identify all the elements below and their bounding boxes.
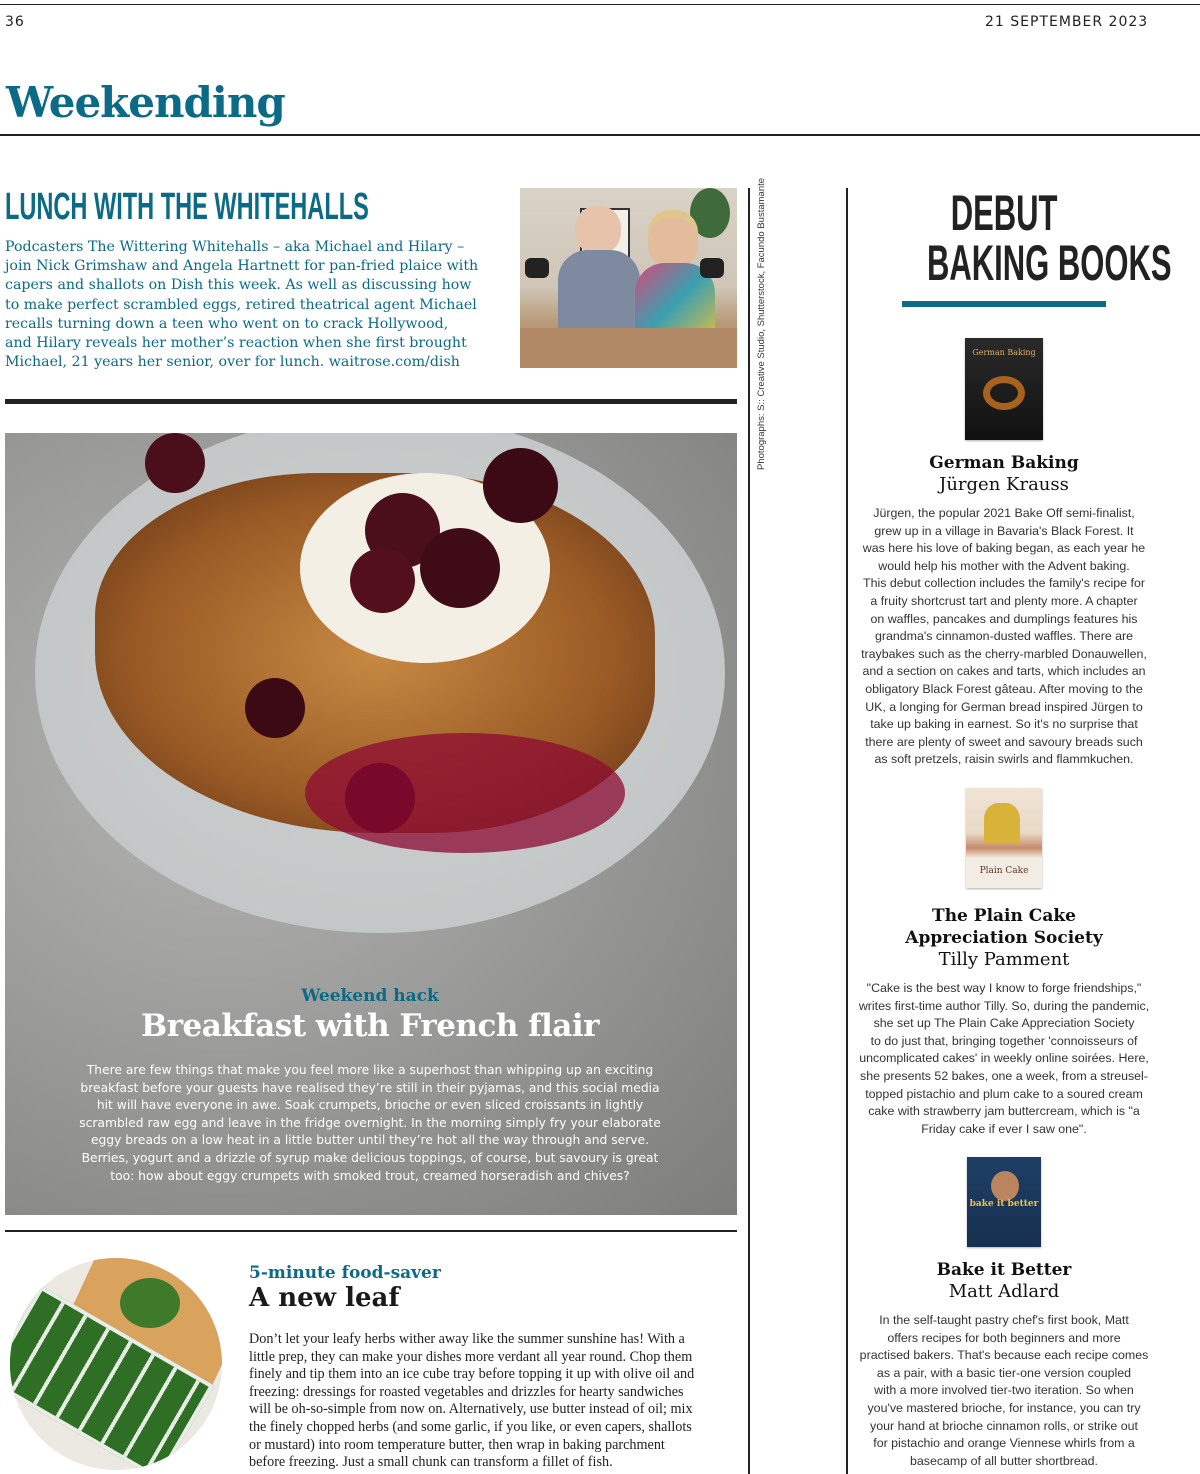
cover-title: bake it better [969, 1199, 1039, 1209]
book-review [852, 980, 1156, 1138]
leaf-headline: A new leaf [249, 1283, 400, 1313]
text-line: topped pistachio and plum cake to a soured cream [865, 1086, 1143, 1101]
book-cover-german-baking [965, 338, 1043, 440]
top-rule [0, 4, 1200, 5]
text-line: freezing: dressings for roasted vegetables and drizzles for hearty sandwiches [249, 1383, 684, 1400]
text-line: scrambled raw egg and leave in the fridge overnight. In the morning simply fry your elaborate [79, 1115, 661, 1130]
text-line: was here his love of baking began, as each year he [862, 541, 1146, 556]
leaf-kicker: 5-minute food-saver [249, 1263, 441, 1283]
text-line: take up baking in earnest. So it's no surprise that [870, 717, 1138, 732]
text-line: will be oh-so-simple from now on. Alternatively, use butter instead of oil; mix [249, 1401, 693, 1418]
text-line: "Cake is the best way I know to forge friendships," [866, 981, 1142, 995]
text-line: Michael, 21 years her senior, over for lunch. waitrose.com/dish [5, 354, 460, 371]
text-line: capers and shallots on Dish this week. As well as discussing how [5, 277, 472, 294]
book-cover-bake-it-better [967, 1157, 1041, 1247]
book-author: Matt Adlard [948, 1281, 1060, 1302]
page-number: 36 [5, 14, 25, 30]
text-line: the finely chopped herbs (and some garlic, if you like, or even capers, shallots [249, 1418, 692, 1435]
text-line: UK, a longing for German bread inspired Jürgen to [865, 699, 1143, 714]
photo-credit: Photographs: S:: Creative Studio, Shutterstock, Facundo Bustamante [756, 177, 767, 470]
text-line: offers recipes for both beginners and more [887, 1330, 1121, 1345]
column-rule-right [846, 188, 848, 1474]
books-heading-bar [902, 301, 1106, 307]
book-title: The Plain Cake [932, 906, 1076, 926]
whitehalls-bottom-rule [5, 399, 737, 404]
text-line: grandma's cinnamon-dusted waffles. There are [874, 629, 1134, 644]
whitehalls-body [5, 238, 478, 372]
section-title: Weekending [6, 78, 285, 127]
whitehalls-heading: LUNCH WITH THE WHITEHALLS [5, 186, 369, 228]
hack-headline: Breakfast with French flair [141, 1008, 599, 1044]
text-line: uncomplicated cakes' in weekly online soirées. Here, [859, 1051, 1149, 1066]
text-line: In the self-taught pastry chef's first book, Matt [879, 1313, 1129, 1327]
books-heading-line2: BAKING BOOKS [926, 235, 1172, 291]
book-review [852, 1312, 1156, 1470]
text-line: obligatory Black Forest gâteau. After moving to the [865, 681, 1143, 696]
book-3 [852, 1259, 1156, 1470]
text-line: Don’t let your leafy herbs wither away like the summer sunshine has! With a [249, 1331, 685, 1347]
book-author: Jürgen Krauss [939, 474, 1069, 495]
book-title: Bake it Better [936, 1260, 1072, 1280]
text-line: practised bakers. That's because each recipe comes [859, 1348, 1149, 1363]
text-line: writes first-time author Tilly. So, during the pandemic, [858, 998, 1150, 1013]
text-line: there are plenty of sweet and savoury breads such [865, 734, 1143, 749]
text-line: would help his mother with the Advent baking. [878, 558, 1130, 573]
text-line: on waffles, pancakes and dumplings features his [870, 611, 1138, 626]
text-line: or mustard) into room temperature butter, then wrap in baking parchment [249, 1436, 665, 1453]
leaf-body [249, 1331, 694, 1472]
text-line: as a pair, with a basic tier-one version coupled [876, 1365, 1132, 1380]
text-line: Friday cake if ever I saw one". [921, 1121, 1087, 1136]
cover-title: German Baking [972, 348, 1036, 357]
text-line: and Hilary reveals her mother’s reaction when she first brought [5, 335, 467, 352]
page-date: 21 SEPTEMBER 2023 [985, 14, 1149, 30]
text-line: too: how about eggy crumpets with smoked trout, creamed horseradish and chives? [110, 1168, 630, 1183]
text-line: recalls turning down a teen who went on to crack Hollywood, [5, 315, 449, 332]
text-line: little prep, they can make your dishes more verdant all year round. Chop them [249, 1348, 693, 1365]
header-rule [0, 134, 1200, 136]
text-line: finely and tip them into an ice cube tray before topping it up with olive oil and [249, 1366, 695, 1383]
hack-bottom-rule [5, 1230, 737, 1232]
text-line: your hand at brioche cinnamon rolls, or strike out [870, 1418, 1138, 1433]
text-line: before freezing. Just a small chunk can transform a fillet of fish. [249, 1454, 613, 1471]
text-line: to make perfect scrambled eggs, retired theatrical agent Michael [5, 296, 477, 313]
text-line: Podcasters The Wittering Whitehalls – aka Michael and Hilary – [5, 239, 465, 255]
herbs-photo [10, 1258, 222, 1470]
text-line: This debut collection includes the family's recipe for [863, 576, 1145, 591]
text-line: basecamp of all butter shortbread. [909, 1453, 1099, 1468]
text-line: hit will have everyone in awe. Soak crumpets, brioche or even sliced croissants in lightly [96, 1098, 644, 1113]
book-2 [852, 905, 1156, 1138]
whitehalls-photo [520, 188, 737, 368]
pretzel-icon [983, 376, 1025, 410]
cover-title: Plain Cake [979, 866, 1029, 876]
text-line: she set up The Plain Cake Appreciation Society [873, 1016, 1135, 1031]
books-heading-line1: DEBUT [950, 185, 1058, 241]
text-line: cake with strawberry jam buttercream, which is "a [868, 1104, 1140, 1119]
book-review [852, 505, 1156, 769]
book-title-line2: Appreciation Society [905, 928, 1103, 948]
text-line: to do just that, bringing together 'connoisseurs of [870, 1033, 1138, 1048]
text-line: traybakes such as the cherry-marbled Donauwellen, [861, 646, 1147, 661]
books-heading [852, 185, 1172, 291]
text-line: and a section on cakes and tarts, which includes an [862, 664, 1146, 679]
text-line: with a more involved tier-two iteration. So when [874, 1383, 1134, 1398]
hack-body [0, 1062, 740, 1185]
text-line: Jürgen, the popular 2021 Bake Off semi-finalist, [873, 506, 1135, 520]
column-rule-left [748, 188, 750, 1474]
text-line: you've mastered brioche, for instance, you can try [867, 1400, 1141, 1415]
book-cover-plain-cake [966, 788, 1042, 888]
text-line: join Nick Grimshaw and Angela Hartnett for pan-fried plaice with [5, 258, 479, 275]
text-line: breakfast before your guests have realised they’re still in their pyjamas, and this social media [80, 1080, 660, 1095]
text-line: There are few things that make you feel more like a superhost than whipping up an exciting [86, 1063, 654, 1077]
book-1 [852, 452, 1156, 769]
book-title: German Baking [929, 453, 1079, 473]
text-line: as soft pretzels, raisin swirls and flammkuchen. [874, 752, 1134, 767]
text-line: for pistachio and orange Viennese whirls from a [873, 1436, 1135, 1451]
book-author: Tilly Pamment [938, 949, 1070, 970]
text-line: Berries, yogurt and a drizzle of syrup make delicious toppings, of course, but savoury is great [81, 1150, 659, 1165]
text-line: grew up in a village in Bavaria's Black Forest. It [874, 523, 1134, 538]
text-line: she presents 52 bakes, one a week, from a streusel- [860, 1068, 1148, 1083]
text-line: eggy breads on a low heat in a little butter until they’re hot all the way through and serve. [90, 1133, 650, 1148]
text-line: a fruity shortcrust tart and plenty more. A chapter [870, 593, 1138, 608]
hack-kicker: Weekend hack [301, 986, 439, 1006]
